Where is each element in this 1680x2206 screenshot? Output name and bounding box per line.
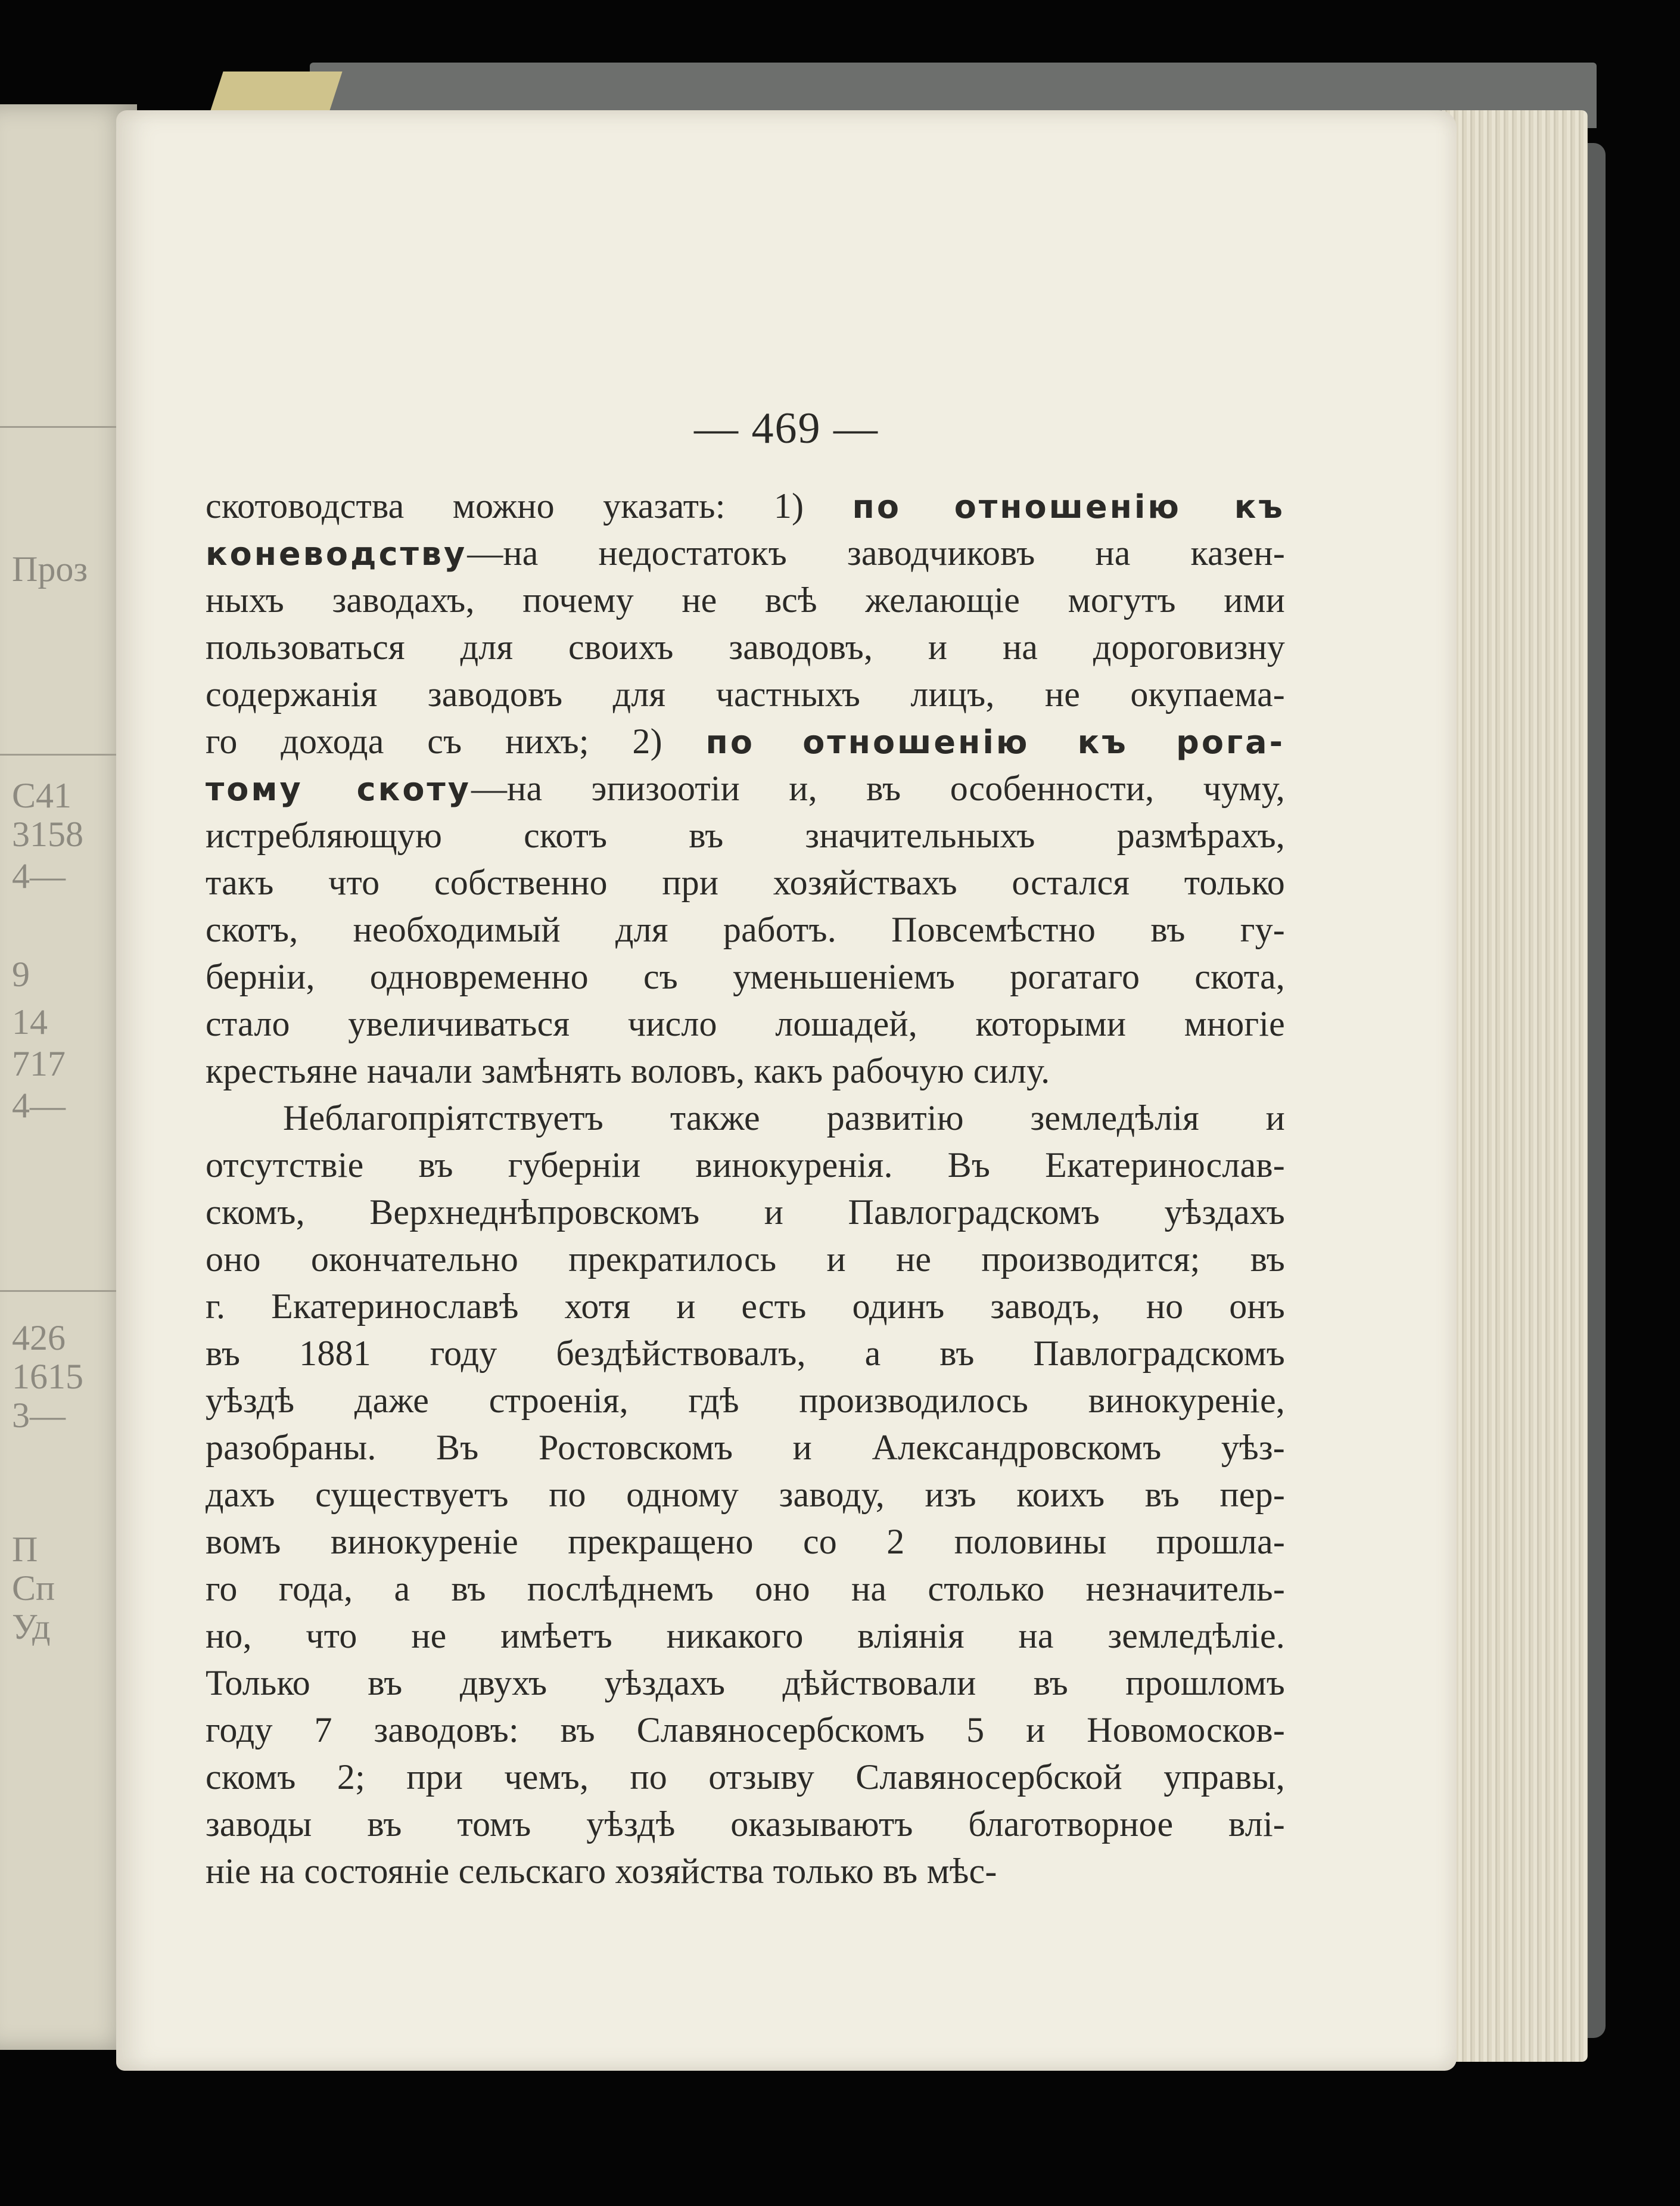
- text-line: [206, 765, 1285, 812]
- text-segment: стало увеличиваться число лошадей, которыми многіе: [206, 1004, 1285, 1043]
- emphasized-text: по отношенію къ: [852, 488, 1285, 526]
- page-number: — 469 —: [694, 404, 879, 453]
- text-segment: ніе на состояніе сельскаго хозяйства только въ мѣс-: [206, 1851, 997, 1891]
- text-segment: скомъ 2; при чемъ, по отзыву Славяносербской управы,: [206, 1757, 1285, 1797]
- text-line: [206, 1848, 1285, 1895]
- bleed-text: 3158: [12, 815, 83, 854]
- text-line: [206, 1377, 1285, 1424]
- page-edges: [1442, 110, 1588, 2062]
- bleed-text: 14: [12, 1002, 48, 1042]
- text-segment: скотъ, необходимый для работъ. Повсемѣстно въ гу-: [206, 910, 1285, 949]
- text-segment: отсутствіе въ губерніи винокуренія. Въ Екатеринослав-: [206, 1145, 1285, 1185]
- text-line: [206, 1236, 1285, 1283]
- text-line: [206, 483, 1285, 530]
- text-segment: разобраны. Въ Ростовскомъ и Александровскомъ уѣз-: [206, 1428, 1285, 1467]
- text-segment: ныхъ заводахъ, почему не всѣ желающіе могутъ ими: [206, 580, 1285, 620]
- bleed-text: Проз: [12, 549, 88, 589]
- text-segment: —на недостатокъ заводчиковъ на казен-: [467, 533, 1285, 573]
- bleed-text: П: [12, 1530, 38, 1569]
- text-line: [206, 718, 1285, 765]
- previous-page-rule: [0, 426, 131, 428]
- bleed-text: 9: [12, 955, 30, 994]
- text-line: [206, 1189, 1285, 1236]
- text-line: [206, 953, 1285, 1001]
- body-text: [206, 483, 1285, 1895]
- text-segment: Неблагопріятствуетъ также развитію земледѣлія и: [283, 1098, 1285, 1138]
- text-line: [206, 1754, 1285, 1801]
- text-line: [206, 1001, 1285, 1048]
- text-segment: оно окончательно прекратилось и не производится; въ: [206, 1239, 1285, 1279]
- text-line: [206, 624, 1285, 671]
- text-line: [206, 1048, 1285, 1095]
- bleed-text: Уд: [12, 1607, 51, 1646]
- text-line: [206, 906, 1285, 953]
- text-line: [206, 1095, 1285, 1142]
- text-segment: въ 1881 году бездѣйствовалъ, а въ Павлоградскомъ: [206, 1334, 1285, 1373]
- text-line: [206, 1518, 1285, 1565]
- emphasized-text: коневодству: [206, 535, 468, 573]
- text-segment: го дохода съ нихъ; 2): [206, 722, 706, 761]
- emphasized-text: по отношенію къ рога-: [705, 723, 1285, 761]
- text-segment: году 7 заводовъ: въ Славяносербскомъ 5 и Новомосков-: [206, 1710, 1285, 1750]
- text-segment: скотоводства можно указать: 1): [206, 486, 853, 526]
- text-line: [206, 812, 1285, 859]
- bleed-text: 717: [12, 1044, 66, 1083]
- text-segment: Только въ двухъ уѣздахъ дѣйствовали въ прошломъ: [206, 1663, 1285, 1702]
- text-segment: вомъ винокуреніе прекращено со 2 половины прошла-: [206, 1522, 1285, 1561]
- text-segment: крестьяне начали замѣнять воловъ, какъ рабочую силу.: [206, 1051, 1050, 1090]
- text-line: [206, 1142, 1285, 1189]
- text-segment: содержанія заводовъ для частныхъ лицъ, не окупаема-: [206, 675, 1285, 714]
- bleed-text: 3—: [12, 1396, 66, 1435]
- bleed-text: 426: [12, 1318, 66, 1357]
- text-line: [206, 671, 1285, 718]
- text-line: [206, 859, 1285, 906]
- text-line: [206, 1801, 1285, 1848]
- text-segment: пользоваться для своихъ заводовъ, и на дороговизну: [206, 627, 1285, 667]
- text-line: [206, 1660, 1285, 1707]
- text-line: [206, 1283, 1285, 1330]
- emphasized-text: тому скоту: [206, 770, 471, 808]
- text-segment: г. Екатеринославѣ хотя и есть одинъ заводъ, но онъ: [206, 1287, 1285, 1326]
- bleed-text: Сп: [12, 1568, 55, 1608]
- text-segment: заводы въ томъ уѣздѣ оказываютъ благотворное влі-: [206, 1804, 1285, 1844]
- text-line: [206, 1707, 1285, 1754]
- text-line: [206, 1565, 1285, 1612]
- text-segment: берніи, одновременно съ уменьшеніемъ рогатаго скота,: [206, 957, 1285, 996]
- text-segment: но, что не имѣетъ никакого вліянія на земледѣліе.: [206, 1616, 1285, 1655]
- text-segment: такъ что собственно при хозяйствахъ остался только: [206, 863, 1285, 902]
- text-line: [206, 530, 1285, 577]
- bleed-text: С41: [12, 776, 72, 815]
- previous-page-rule: [0, 1290, 131, 1292]
- previous-page-rule: [0, 754, 131, 756]
- text-line: [206, 1612, 1285, 1660]
- text-segment: дахъ существуетъ по одному заводу, изъ коихъ въ пер-: [206, 1475, 1285, 1514]
- bleed-text: 4—: [12, 856, 66, 896]
- text-line: [206, 1471, 1285, 1518]
- text-segment: скомъ, Верхнеднѣпровскомъ и Павлоградскомъ уѣздахъ: [206, 1192, 1285, 1232]
- text-segment: уѣздѣ даже строенія, гдѣ производилось винокуреніе,: [206, 1381, 1285, 1420]
- text-line: [206, 1424, 1285, 1471]
- book-page: [116, 110, 1457, 2071]
- text-line: [206, 577, 1285, 624]
- text-segment: го года, а въ послѣднемъ оно на столько незначитель-: [206, 1569, 1285, 1608]
- bleed-text: 4—: [12, 1086, 66, 1125]
- bleed-text: 1615: [12, 1357, 83, 1396]
- text-line: [206, 1330, 1285, 1377]
- text-segment: —на эпизоотіи и, въ особенности, чуму,: [471, 769, 1285, 808]
- text-segment: истребляющую скотъ въ значительныхъ размѣрахъ,: [206, 816, 1285, 855]
